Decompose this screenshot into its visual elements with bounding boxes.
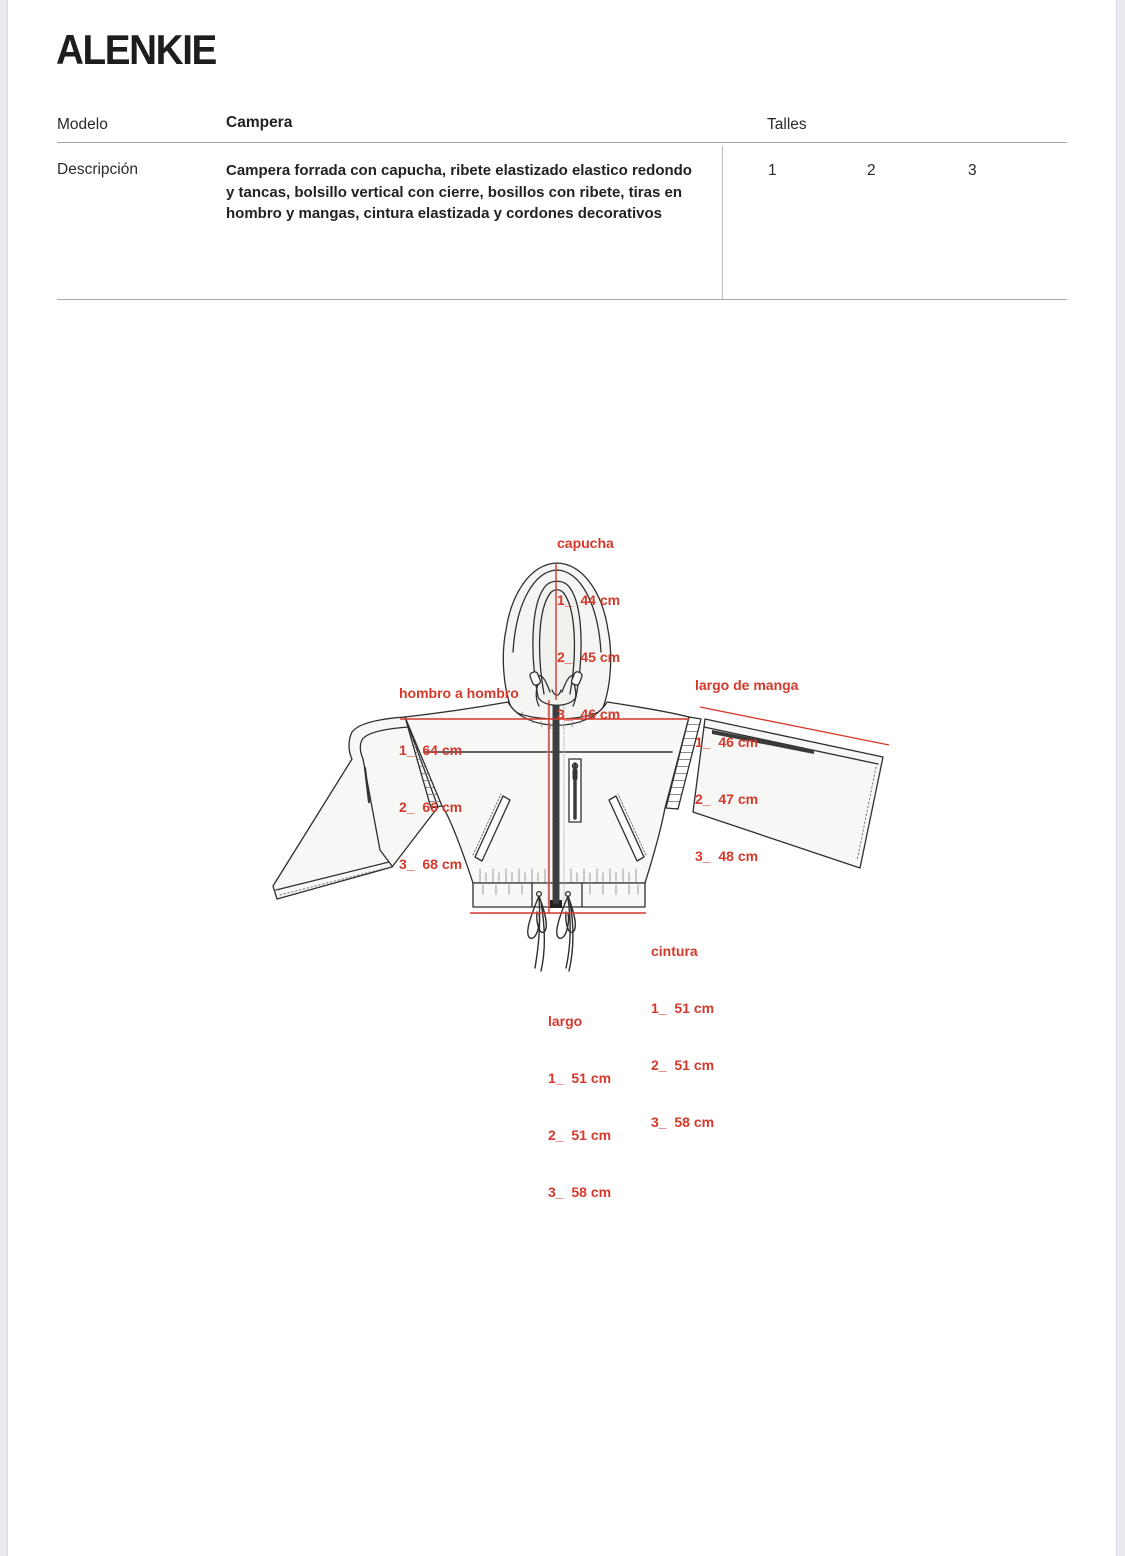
model-label: Modelo bbox=[57, 116, 108, 133]
measurement-title: largo de manga bbox=[695, 677, 799, 693]
talles-label: Talles bbox=[767, 116, 807, 133]
talle-option-2: 2 bbox=[867, 162, 876, 179]
talle-option-3: 3 bbox=[968, 162, 977, 179]
measurement-largo-de-manga: largo de manga 1_ 46 cm 2_ 47 cm 3_ 48 cm bbox=[695, 677, 799, 864]
chest-zip-pocket bbox=[569, 759, 581, 822]
description-value: Campera forrada con capucha, ribete elastizado elastico redondo y tancas, bolsillo vertical con cierre, bosillos con ribete, tiras en hombro y mangas, cintura elastizada y cordones decorativos bbox=[226, 162, 692, 222]
measurement-title: largo bbox=[548, 1013, 583, 1029]
model-value: Campera bbox=[226, 114, 293, 131]
measurement-largo: largo 1_ 51 cm 2_ 51 cm 3_ 58 cm bbox=[548, 1013, 612, 1200]
measurement-title: cintura bbox=[651, 943, 698, 959]
measurement-title: capucha bbox=[557, 535, 614, 551]
talle-option-1: 1 bbox=[768, 162, 777, 179]
measurement-hombro-a-hombro: hombro a hombro 1_ 64 cm 2_ 66 cm 3_ 68 cm bbox=[399, 685, 519, 872]
page-title: ALENKIE bbox=[56, 26, 216, 73]
measurement-capucha: capucha 1_ 44 cm 2_ 45 cm 3_ 46 cm bbox=[557, 535, 621, 722]
description-label: Descripción bbox=[57, 161, 138, 178]
measurement-title: hombro a hombro bbox=[399, 685, 519, 701]
measurement-cintura: cintura 1_ 51 cm 2_ 51 cm 3_ 58 cm bbox=[651, 943, 715, 1130]
